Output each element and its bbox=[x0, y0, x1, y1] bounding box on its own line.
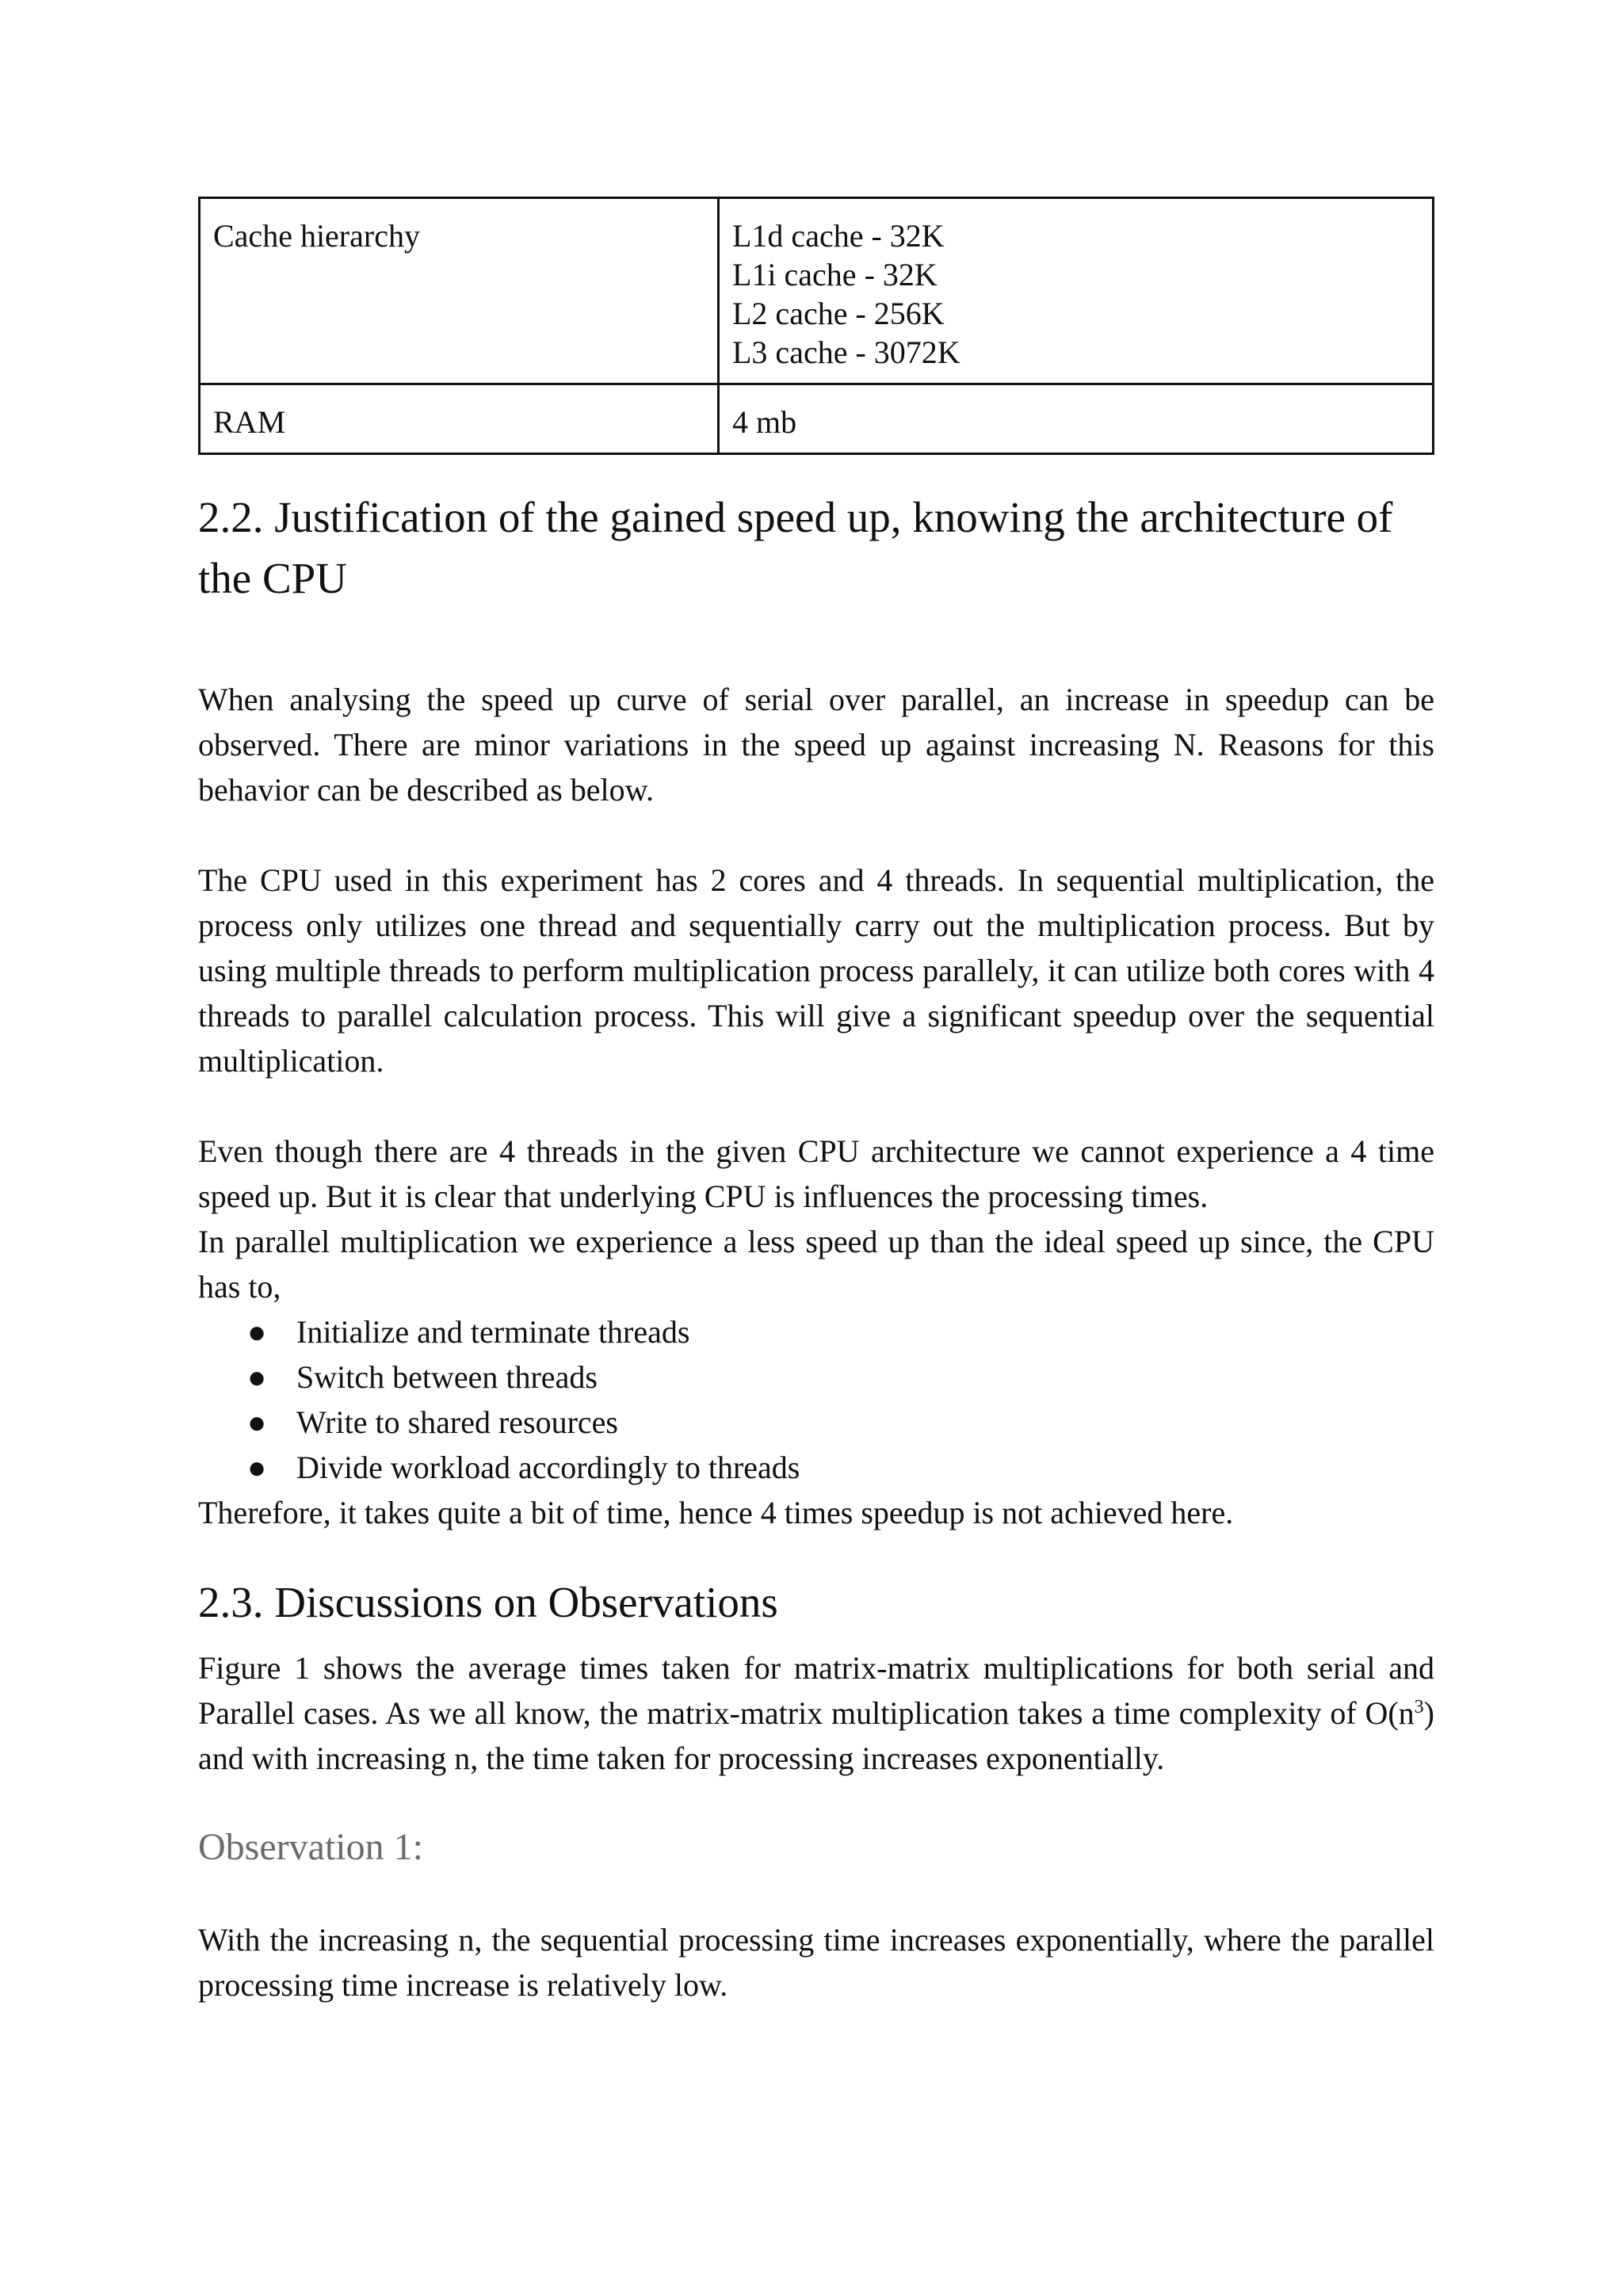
table-cell-value bbox=[719, 384, 1434, 454]
list-item bbox=[247, 1400, 1434, 1445]
list-item-text: Write to shared resources bbox=[296, 1404, 618, 1440]
cache-l3-value: L3 cache - 3072K bbox=[732, 334, 960, 370]
cache-l1d-value: L1d cache - 32K bbox=[732, 218, 945, 254]
table-cell-label: RAM bbox=[200, 384, 719, 454]
paragraph-conclusion: Therefore, it takes quite a bit of time, hence 4 times speedup is not achieved here. bbox=[198, 1495, 1234, 1530]
list-item-text: Divide workload accordingly to threads bbox=[296, 1450, 800, 1485]
table-cell-label: Cache hierarchy bbox=[200, 198, 719, 384]
paragraph-four-threads: Even though there are 4 threads in the given CPU architecture we cannot experience a 4 time speed up. But it is clear that underlying CPU is influences the processing times. bbox=[198, 1133, 1434, 1214]
cache-l1i-value: L1i cache - 32K bbox=[732, 257, 938, 292]
list-item-text: Initialize and terminate threads bbox=[296, 1314, 690, 1350]
overhead-bullet-list bbox=[198, 1309, 1434, 1490]
cache-l2-value: L2 cache - 256K bbox=[732, 296, 945, 331]
table-row bbox=[200, 198, 1434, 384]
ram-value: 4 mb bbox=[732, 404, 797, 440]
list-item bbox=[247, 1309, 1434, 1354]
bullet-icon: ● bbox=[247, 1450, 267, 1485]
figure-text-end: ) and with increasing n, the time taken for processing increases exponentially. bbox=[198, 1695, 1434, 1776]
section-heading-2-2: 2.2. Justification of the gained speed up, knowing the architecture of the CPU bbox=[198, 493, 1393, 602]
paragraph-observation-1: With the increasing n, the sequential processing time increases exponentially, where the parallel processing time increase is relatively low. bbox=[198, 1922, 1434, 2003]
bullet-icon: ● bbox=[247, 1404, 267, 1440]
paragraph-figure-1 bbox=[198, 1645, 1434, 1781]
section-heading-2-3: 2.3. Discussions on Observations bbox=[198, 1578, 778, 1626]
table-row bbox=[200, 384, 1434, 454]
list-item bbox=[247, 1445, 1434, 1490]
document-page bbox=[198, 197, 1434, 2008]
paragraph-parallel-overhead: In parallel multiplication we experience a less speed up than the ideal speed up since, the CPU has to, bbox=[198, 1224, 1434, 1305]
paragraph-cpu-threads: The CPU used in this experiment has 2 cores and 4 threads. In sequential multiplication, the process only utilizes one thread and sequentially carry out the multiplication process. But by using multiple threads to perform multiplication process parallely, it can utilize both cores with 4 threads to parallel calculation process. This will give a significant speedup over the sequential multiplication. bbox=[198, 862, 1434, 1079]
bullet-icon: ● bbox=[247, 1314, 267, 1350]
list-item bbox=[247, 1354, 1434, 1400]
bullet-icon: ● bbox=[247, 1359, 267, 1395]
observation-1-heading: Observation 1: bbox=[198, 1826, 423, 1868]
table-cell-value bbox=[719, 198, 1434, 384]
paragraph-speedup-curve: When analysing the speed up curve of serial over parallel, an increase in speedup can be observed. There are minor variations in the speed up against increasing N. Reasons for this behavior can be described as below. bbox=[198, 682, 1434, 808]
figure-text-start: Figure 1 shows the average times taken for matrix-matrix multiplications for both serial and Parallel cases. As we all know, the matrix-matrix multiplication takes a time complexity of O(n bbox=[198, 1650, 1434, 1731]
cpu-spec-table bbox=[198, 197, 1434, 455]
exponent-superscript: 3 bbox=[1414, 1697, 1424, 1717]
list-item-text: Switch between threads bbox=[296, 1359, 598, 1395]
